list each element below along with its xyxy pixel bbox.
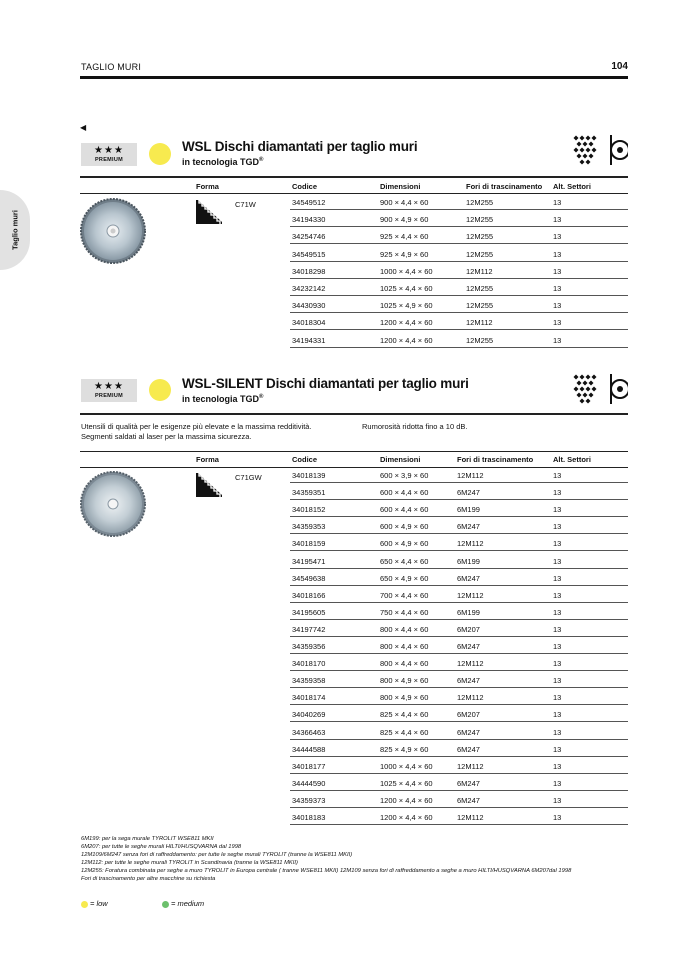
cell-fori: 12M112 [466, 266, 493, 276]
diamond-icon [580, 399, 585, 404]
diamond-icon [583, 381, 588, 386]
cell-alt: 13 [553, 284, 562, 293]
cell-codice: 34018166 [292, 590, 326, 600]
table-row-divider [290, 807, 628, 808]
cell-dimensioni: 1025 × 4,4 × 60 [380, 778, 433, 788]
table-row-divider [290, 261, 628, 262]
registered-mark: ® [259, 394, 264, 400]
segment-shape-icon [196, 473, 222, 497]
cell-fori: 6M207 [457, 624, 480, 634]
diamond-icon [586, 399, 591, 404]
cell-alt: 13 [553, 710, 562, 720]
cell-codice: 34549638 [292, 573, 326, 583]
saw-blade-image [80, 471, 146, 537]
cell-dimensioni: 800 × 4,4 × 60 [380, 624, 429, 634]
diamond-icon [592, 387, 597, 392]
cell-dimensioni: 825 × 4,9 × 60 [380, 744, 429, 754]
table-row-divider [290, 533, 628, 534]
cell-dimensioni: 600 × 4,4 × 60 [380, 488, 429, 498]
diamond-icon [586, 148, 591, 153]
cell-dimensioni: 600 × 3,9 × 60 [380, 471, 429, 480]
footnote-line: 12M109/6M247 senza fori di raffreddamento: per tutte le seghe murali TYROLIT (tranne la WSE811 MKII) [81, 852, 353, 858]
cell-dimensioni: 800 × 4,9 × 60 [380, 693, 429, 703]
cell-fori: 12M255 [466, 301, 494, 311]
diamond-icon [580, 136, 585, 141]
cell-fori: 6M247 [457, 488, 480, 498]
diamond-icon [580, 387, 585, 392]
cell-dimensioni: 1025 × 4,9 × 60 [380, 301, 433, 311]
cell-alt: 13 [553, 693, 562, 703]
section-rule [80, 176, 628, 178]
premium-label: PREMIUM [94, 157, 124, 163]
diamond-icon [592, 148, 597, 153]
diamond-icon [589, 381, 594, 386]
header-rule [80, 76, 628, 79]
table-row-divider [290, 687, 628, 688]
side-tab-label: Taglio muri [10, 210, 20, 250]
cell-fori: 6M199 [457, 505, 480, 515]
diamond-icon [580, 148, 585, 153]
cell-fori: 6M247 [457, 795, 480, 805]
footnote-line: 12M255: Foratura combinata per seghe a muro TYROLIT in Europa centrale ( tranne WSE811 MKII) 12M109 senza fori di raffreddamento a seghe a muro HILTI/HUSQVARNA 6M207dal 1998 [81, 868, 572, 874]
cell-codice: 34195605 [292, 607, 326, 617]
description-right: Rumorosità ridotta fino a 10 dB. [362, 422, 468, 431]
cell-alt: 13 [553, 215, 562, 225]
cell-codice: 34254746 [292, 232, 326, 242]
cell-codice: 34444590 [292, 778, 326, 788]
cell-dimensioni: 600 × 4,4 × 60 [380, 505, 429, 515]
cell-codice: 34359358 [292, 676, 326, 686]
cell-codice: 34549515 [292, 249, 326, 259]
diamond-icon [574, 148, 579, 153]
cell-alt: 13 [553, 573, 562, 583]
table-row-divider [290, 756, 628, 757]
cell-dimensioni: 900 × 4,4 × 60 [380, 198, 429, 207]
cell-codice: 34549512 [292, 198, 326, 207]
cell-alt: 13 [553, 659, 562, 669]
cell-dimensioni: 800 × 4,4 × 60 [380, 659, 429, 669]
diamond-icon [574, 375, 579, 380]
cell-codice: 34366463 [292, 727, 326, 737]
cell-codice: 34194331 [292, 335, 326, 345]
cell-fori: 12M112 [457, 761, 484, 771]
cell-alt: 13 [553, 522, 562, 532]
cell-fori: 6M247 [457, 727, 480, 737]
table-row-divider [290, 209, 628, 210]
cell-fori: 6M247 [457, 744, 480, 754]
table-row-divider [290, 653, 628, 654]
cell-alt: 13 [553, 590, 562, 600]
cell-fori: 12M255 [466, 198, 494, 207]
cell-fori: 12M112 [457, 813, 484, 822]
cell-alt: 13 [553, 335, 562, 345]
section-rule [80, 413, 628, 415]
premium-label: PREMIUM [94, 393, 124, 399]
cell-codice: 34359353 [292, 522, 326, 532]
cell-dimensioni: 600 × 4,9 × 60 [380, 522, 429, 532]
footnote-line: Fori di trascinamento per altre macchine su richiesta [81, 876, 216, 882]
cell-dimensioni: 825 × 4,4 × 60 [380, 727, 429, 737]
diamond-icon [583, 393, 588, 398]
cell-fori: 6M207 [457, 710, 480, 720]
col-alt: Alt. Settori [553, 455, 591, 464]
premium-badge [81, 379, 137, 402]
table-row-divider [290, 704, 628, 705]
diamond-icon [586, 160, 591, 165]
cell-fori: 6M247 [457, 573, 480, 583]
table-row-divider [290, 585, 628, 586]
cell-dimensioni: 600 × 4,9 × 60 [380, 539, 429, 549]
cell-alt: 13 [553, 607, 562, 617]
col-dimensioni: Dimensioni [380, 455, 421, 464]
cell-fori: 12M112 [466, 318, 493, 328]
table-row-divider [290, 619, 628, 620]
cell-codice: 34197742 [292, 624, 326, 634]
diamond-icon [577, 142, 582, 147]
cell-fori: 6M199 [457, 607, 480, 617]
premium-badge [81, 143, 137, 166]
legend-low-label: = low [90, 899, 108, 908]
cell-dimensioni: 1200 × 4,4 × 60 [380, 813, 433, 822]
table-row-divider [290, 790, 628, 791]
footnote-line: 12M112: per tutte le seghe murali TYROLIT in Scandinavia (tranne la WSE811 MKII) [81, 860, 298, 866]
table-row-divider [290, 278, 628, 279]
cell-fori: 6M247 [457, 778, 480, 788]
table-row-divider [290, 516, 628, 517]
description-line: Segmenti saldati al laser per la massima sicurezza. [81, 432, 252, 441]
col-alt: Alt. Settori [553, 182, 591, 191]
table-row-divider [290, 721, 628, 722]
col-fori: Fori di trascinamento [457, 455, 534, 464]
application-icons [572, 372, 628, 406]
cell-dimensioni: 650 × 4,9 × 60 [380, 573, 429, 583]
table-top-rule [80, 451, 628, 452]
legend-low-dot [81, 901, 88, 908]
table-row-divider [290, 568, 628, 569]
cell-dimensioni: 925 × 4,9 × 60 [380, 249, 429, 259]
cell-codice: 34018183 [292, 813, 326, 822]
cell-dimensioni: 1025 × 4,4 × 60 [380, 284, 433, 293]
table-row-divider [290, 739, 628, 740]
product-subtitle [182, 157, 263, 167]
cell-alt: 13 [553, 795, 562, 805]
cell-dimensioni: 925 × 4,4 × 60 [380, 232, 429, 242]
footnote-line: 6M207: per tutte le seghe murali HILTI/HUSQVARNA dal 1998 [81, 844, 242, 850]
cell-codice: 34444588 [292, 744, 326, 754]
legend-medium-label: = medium [171, 899, 205, 908]
diamond-segments-icon [572, 133, 628, 167]
cell-codice: 34359373 [292, 795, 326, 805]
table-row-divider [290, 550, 628, 551]
cell-codice: 34430930 [292, 301, 326, 311]
cell-fori: 12M255 [466, 232, 494, 242]
table-row-divider [290, 226, 628, 227]
cell-alt: 13 [553, 556, 562, 566]
cell-dimensioni: 1000 × 4,4 × 60 [380, 761, 433, 771]
cell-fori: 12M255 [466, 284, 494, 293]
table-row-divider [290, 329, 628, 330]
table-row-divider [290, 670, 628, 671]
col-fori: Fori di trascinamento [466, 182, 543, 191]
cell-codice: 34018139 [292, 471, 326, 480]
table-row-divider [290, 602, 628, 603]
cell-alt: 13 [553, 676, 562, 686]
diamond-icon [583, 142, 588, 147]
cell-fori: 12M255 [466, 335, 494, 345]
cell-codice: 34018174 [292, 693, 326, 703]
diamond-icon [589, 142, 594, 147]
stars-rating: ★★★ [94, 145, 124, 156]
table-row-divider [290, 243, 628, 244]
diamond-icon [574, 136, 579, 141]
table-header-rule [80, 193, 628, 194]
cell-alt: 13 [553, 266, 562, 276]
col-dimensioni: Dimensioni [380, 182, 421, 191]
cell-codice: 34018159 [292, 539, 326, 549]
triangle-left-icon[interactable]: ◀ [80, 123, 87, 132]
diamond-icon [592, 136, 597, 141]
cell-codice: 34018177 [292, 761, 326, 771]
cell-codice: 34040269 [292, 710, 326, 720]
cell-codice: 34018304 [292, 318, 326, 328]
footnotes [81, 835, 571, 883]
cell-alt: 13 [553, 744, 562, 754]
cell-alt: 13 [553, 301, 562, 311]
cell-fori: 12M112 [457, 659, 484, 669]
table-row-divider [290, 312, 628, 313]
diamond-icon [589, 393, 594, 398]
cell-alt: 13 [553, 642, 562, 651]
table-row-divider [290, 824, 628, 825]
cell-codice: 34018152 [292, 505, 326, 515]
cell-dimensioni: 1200 × 4,4 × 60 [380, 795, 433, 805]
cell-dimensioni: 1000 × 4,4 × 60 [380, 266, 433, 276]
low-noise-dot [149, 379, 171, 401]
cell-alt: 13 [553, 539, 562, 549]
cell-alt: 13 [553, 505, 562, 515]
cell-alt: 13 [553, 232, 562, 242]
cell-dimensioni: 650 × 4,4 × 60 [380, 556, 429, 566]
diamond-icon [586, 136, 591, 141]
footnote-line: 6M199: per la sega murale TYROLIT WSE811 MKII [81, 836, 214, 842]
cell-alt: 13 [553, 761, 562, 771]
diamond-segments-icon [572, 372, 628, 406]
diamond-icon [586, 387, 591, 392]
diamond-icon [583, 154, 588, 159]
cell-dimensioni: 900 × 4,9 × 60 [380, 215, 429, 225]
cell-dimensioni: 750 × 4,4 × 60 [380, 607, 429, 617]
product-title: WSL-SILENT Dischi diamantati per taglio muri [182, 376, 469, 391]
diamond-icon [577, 393, 582, 398]
cell-codice: 34195471 [292, 556, 326, 566]
application-icons [572, 133, 628, 167]
cell-fori: 6M247 [457, 522, 480, 532]
legend-medium-dot [162, 901, 169, 908]
description-line: Utensili di qualità per le esigenze più elevate e la massima redditività. [81, 422, 312, 431]
col-forma: Forma [196, 455, 219, 464]
section-title: TAGLIO MURI [81, 62, 142, 72]
shape-code: C71GW [235, 473, 262, 482]
table-row-divider [290, 636, 628, 637]
subtitle-text: in tecnologia TGD [182, 157, 260, 167]
cell-fori: 6M247 [457, 676, 480, 686]
cell-dimensioni: 800 × 4,4 × 60 [380, 642, 429, 651]
diamond-icon [589, 154, 594, 159]
cell-codice: 34018170 [292, 659, 326, 669]
table-row-divider [290, 347, 628, 348]
cell-alt: 13 [553, 198, 562, 207]
description-left [81, 422, 312, 442]
cell-alt: 13 [553, 624, 562, 634]
page-number: 104 [611, 61, 628, 72]
cell-fori: 12M112 [457, 471, 484, 480]
cell-codice: 34232142 [292, 284, 326, 293]
col-codice: Codice [292, 182, 318, 191]
segment-shape-icon [196, 200, 222, 224]
cell-alt: 13 [553, 778, 562, 788]
product-subtitle [182, 394, 263, 404]
cell-alt: 13 [553, 488, 562, 498]
diamond-icon [580, 375, 585, 380]
cell-codice: 34018298 [292, 266, 326, 276]
cell-codice: 34359356 [292, 642, 326, 651]
cell-dimensioni: 1200 × 4,4 × 60 [380, 318, 433, 328]
stars-rating: ★★★ [94, 381, 124, 392]
cell-dimensioni: 800 × 4,9 × 60 [380, 676, 429, 686]
diamond-icon [586, 375, 591, 380]
cell-alt: 13 [553, 471, 562, 480]
diamond-icon [580, 160, 585, 165]
table-row-divider [290, 482, 628, 483]
cell-alt: 13 [553, 813, 562, 822]
side-tab[interactable] [0, 190, 30, 270]
cell-dimensioni: 700 × 4,4 × 60 [380, 590, 429, 600]
registered-mark: ® [259, 157, 264, 163]
diamond-icon [577, 154, 582, 159]
diamond-icon [592, 375, 597, 380]
diamond-icon [577, 381, 582, 386]
cell-codice: 34359351 [292, 488, 326, 498]
cell-fori: 12M112 [457, 539, 484, 549]
low-noise-dot [149, 143, 171, 165]
cell-fori: 12M112 [457, 693, 484, 703]
cell-dimensioni: 825 × 4,4 × 60 [380, 710, 429, 720]
cell-fori: 12M255 [466, 249, 494, 259]
table-row-divider [290, 295, 628, 296]
subtitle-text: in tecnologia TGD [182, 394, 260, 404]
cell-fori: 12M112 [457, 590, 484, 600]
cell-fori: 6M199 [457, 556, 480, 566]
shape-code: C71W [235, 200, 256, 209]
cell-alt: 13 [553, 727, 562, 737]
diamond-icon [574, 387, 579, 392]
table-row-divider [290, 499, 628, 500]
cell-fori: 6M247 [457, 642, 480, 651]
col-forma: Forma [196, 182, 219, 191]
product-title: WSL Dischi diamantati per taglio muri [182, 139, 418, 154]
cell-dimensioni: 1200 × 4,4 × 60 [380, 335, 433, 345]
cell-alt: 13 [553, 318, 562, 328]
saw-blade-image [80, 198, 146, 264]
cell-codice: 34194330 [292, 215, 326, 225]
table-row-divider [290, 773, 628, 774]
cell-alt: 13 [553, 249, 562, 259]
col-codice: Codice [292, 455, 318, 464]
cell-fori: 12M255 [466, 215, 494, 225]
table-header-rule [80, 467, 628, 468]
